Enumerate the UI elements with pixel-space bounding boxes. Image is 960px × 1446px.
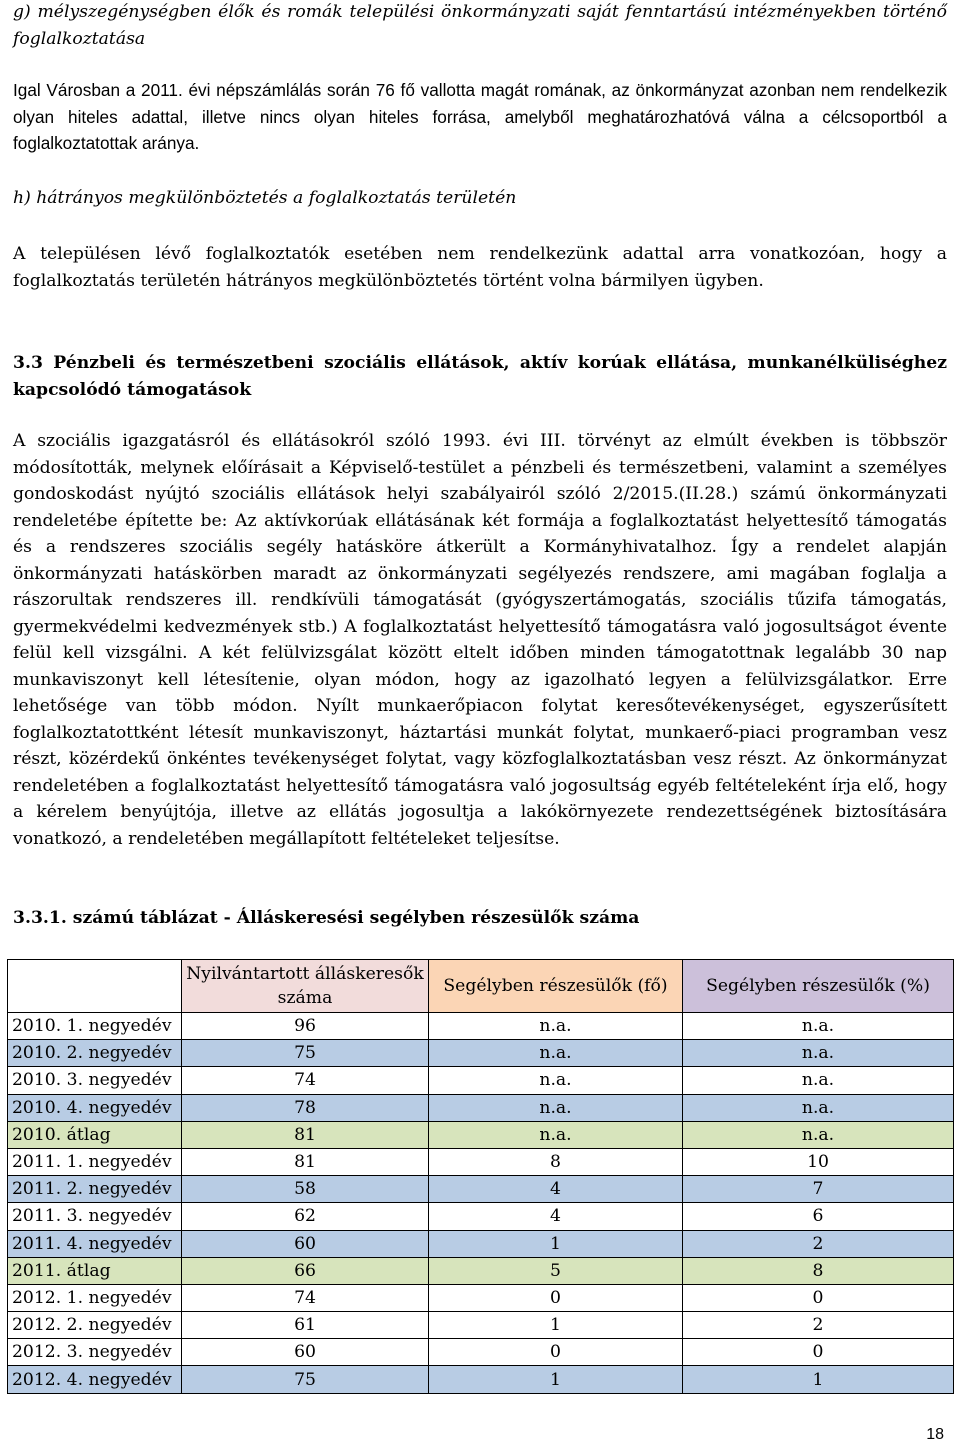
table-row [8, 1148, 954, 1175]
aid-pct-cell: 0 [683, 1284, 954, 1311]
row-label-cell: 2012. 1. negyedév [8, 1284, 182, 1311]
row-label-cell: 2012. 2. negyedév [8, 1312, 182, 1339]
aid-pct-cell: n.a. [683, 1040, 954, 1067]
table-row [8, 1257, 954, 1284]
row-label-cell: 2011. 1. negyedév [8, 1148, 182, 1175]
registered-cell: 74 [182, 1067, 429, 1094]
row-label-cell: 2011. átlag [8, 1257, 182, 1284]
aid-count-cell: 0 [429, 1339, 683, 1366]
table-row [8, 1121, 954, 1148]
section-3-3-heading: 3.3 Pénzbeli és természetbeni szociális ellátások, aktív korúak ellátása, munkanélküliséghez kapcsolódó támogatások [13, 353, 947, 400]
row-label-cell: 2010. átlag [8, 1121, 182, 1148]
row-label-cell: 2011. 2. negyedév [8, 1176, 182, 1203]
table-caption: 3.3.1. számú táblázat - Álláskeresési segélyben részesülők száma [13, 908, 640, 928]
aid-pct-cell: n.a. [683, 1067, 954, 1094]
table-row [8, 1176, 954, 1203]
aid-pct-cell: 10 [683, 1148, 954, 1175]
aid-pct-cell: n.a. [683, 1121, 954, 1148]
registered-cell: 81 [182, 1121, 429, 1148]
table-row [8, 1230, 954, 1257]
table-row [8, 1312, 954, 1339]
aid-count-cell: 1 [429, 1312, 683, 1339]
registered-cell: 75 [182, 1366, 429, 1393]
row-label-cell: 2010. 3. negyedév [8, 1067, 182, 1094]
table-row [8, 1067, 954, 1094]
aid-count-cell: n.a. [429, 1067, 683, 1094]
registered-cell: 62 [182, 1203, 429, 1230]
table-row [8, 1013, 954, 1040]
table-body [8, 1013, 954, 1394]
section-h-paragraph: A településen lévő foglalkoztatók esetében nem rendelkezünk adattal arra vonatkozóan, hogy a foglalkoztatás területén hátrányos megkülönböztetés történt volna bármilyen ügyben. [13, 244, 947, 291]
table-row [8, 1284, 954, 1311]
table-header-row [8, 960, 954, 1013]
aid-pct-cell: 1 [683, 1366, 954, 1393]
aid-count-cell: n.a. [429, 1094, 683, 1121]
row-label-cell: 2012. 3. negyedév [8, 1339, 182, 1366]
registered-cell: 74 [182, 1284, 429, 1311]
row-label-cell: 2012. 4. negyedév [8, 1366, 182, 1393]
registered-cell: 58 [182, 1176, 429, 1203]
aid-pct-cell: 0 [683, 1339, 954, 1366]
job-seekers-table [7, 959, 954, 1394]
table-header-aid-count: Segélyben részesülők (fő) [429, 960, 683, 1013]
table-header-registered: Nyilvántartott álláskeresők száma [182, 960, 429, 1013]
aid-pct-cell: n.a. [683, 1013, 954, 1040]
aid-count-cell: 0 [429, 1284, 683, 1311]
aid-pct-cell: 7 [683, 1176, 954, 1203]
section-g-heading: g) mélyszegénységben élők és romák települési önkormányzati saját fenntartású intézményekben történő foglalkoztatása [13, 2, 947, 49]
aid-count-cell: n.a. [429, 1121, 683, 1148]
row-label-cell: 2011. 3. negyedév [8, 1203, 182, 1230]
row-label-cell: 2010. 1. negyedév [8, 1013, 182, 1040]
aid-count-cell: n.a. [429, 1040, 683, 1067]
row-label-cell: 2010. 2. negyedév [8, 1040, 182, 1067]
aid-count-cell: 8 [429, 1148, 683, 1175]
table-header-corner [8, 960, 182, 1013]
aid-count-cell: 1 [429, 1230, 683, 1257]
aid-pct-cell: 6 [683, 1203, 954, 1230]
registered-cell: 96 [182, 1013, 429, 1040]
page-number: 18 [926, 1426, 944, 1443]
aid-pct-cell: n.a. [683, 1094, 954, 1121]
registered-cell: 75 [182, 1040, 429, 1067]
registered-cell: 66 [182, 1257, 429, 1284]
aid-count-cell: 4 [429, 1176, 683, 1203]
table-row [8, 1203, 954, 1230]
registered-cell: 60 [182, 1339, 429, 1366]
aid-pct-cell: 2 [683, 1312, 954, 1339]
aid-count-cell: 1 [429, 1366, 683, 1393]
registered-cell: 81 [182, 1148, 429, 1175]
registered-cell: 61 [182, 1312, 429, 1339]
aid-pct-cell: 2 [683, 1230, 954, 1257]
aid-pct-cell: 8 [683, 1257, 954, 1284]
aid-count-cell: n.a. [429, 1013, 683, 1040]
table-row [8, 1339, 954, 1366]
aid-count-cell: 5 [429, 1257, 683, 1284]
row-label-cell: 2010. 4. negyedév [8, 1094, 182, 1121]
table-row [8, 1040, 954, 1067]
registered-cell: 60 [182, 1230, 429, 1257]
section-3-3-paragraph: A szociális igazgatásról és ellátásokról szóló 1993. évi III. törvényt az elmúlt években is többször módosították, melynek előírásait a Képviselő-testület a pénzbeli és természetbeni, valamint a személyes gondoskodást nyújtó szociális ellátások helyi szabályairól szóló 2/2015.(II.28.) számú önkormányzati rendeletébe építette be: Az aktívkorúak ellátásának két formája a foglalkoztatást helyettesítő támogatás és a rendszeres szociális segély hatásköre átkerült a Kormányhivatalhoz. Így a rendelet alapján önkormányzati hatáskörben maradt az önkormányzati segélyezés rendszere, ami magában foglalja a rászorultak rendszeres ill. rendkívüli támogatását (gyógyszertámogatás, szociális tűzifa támogatás, gyermekvédelmi kedvezmények stb.) A foglalkoztatást helyettesítő támogatásra való jogosultságot évente felül kell vizsgálni. A két felülvizsgálat között eltelt időben minden támogatottnak legalább 30 nap munkaviszonyt kell létesítenie, olyan módon, hogy az igazolható legyen a felülvizsgálatkor. Erre lehetősége van több módon. Nyílt munkaerőpiacon folytat keresőtevékenységet, egyszerűsített foglalkoztatottként létesít munkaviszonyt, háztartási munkát folytat, munkaerő-piaci programban vesz részt, közérdekű önkéntes tevékenységet folytat, vagy közfoglalkoztatásban vesz részt. Az önkormányzat rendeletében a foglalkoztatást helyettesítő támogatásra való jogosultság egyéb feltételeként írja elő, hogy a kérelem benyújtója, illetve az ellátás jogosultja a lakókörnyezete rendezettségének biztosítására vonatkozó, a rendeletében megállapított feltételeket teljesítse. [13, 431, 947, 849]
table-row [8, 1094, 954, 1121]
registered-cell: 78 [182, 1094, 429, 1121]
table-header-aid-pct: Segélyben részesülők (%) [683, 960, 954, 1013]
aid-count-cell: 4 [429, 1203, 683, 1230]
section-g-paragraph: Igal Városban a 2011. évi népszámlálás során 76 fő vallotta magát romának, az önkormányzat azonban nem rendelkezik olyan hiteles adattal, illetve nincs olyan hiteles forrása, amelyből meghatározhatóvá válna a célcsoportból a foglalkoztatottak aránya. [13, 80, 947, 153]
section-h-heading: h) hátrányos megkülönböztetés a foglalkoztatás területén [13, 188, 517, 208]
table-row [8, 1366, 954, 1393]
row-label-cell: 2011. 4. negyedév [8, 1230, 182, 1257]
